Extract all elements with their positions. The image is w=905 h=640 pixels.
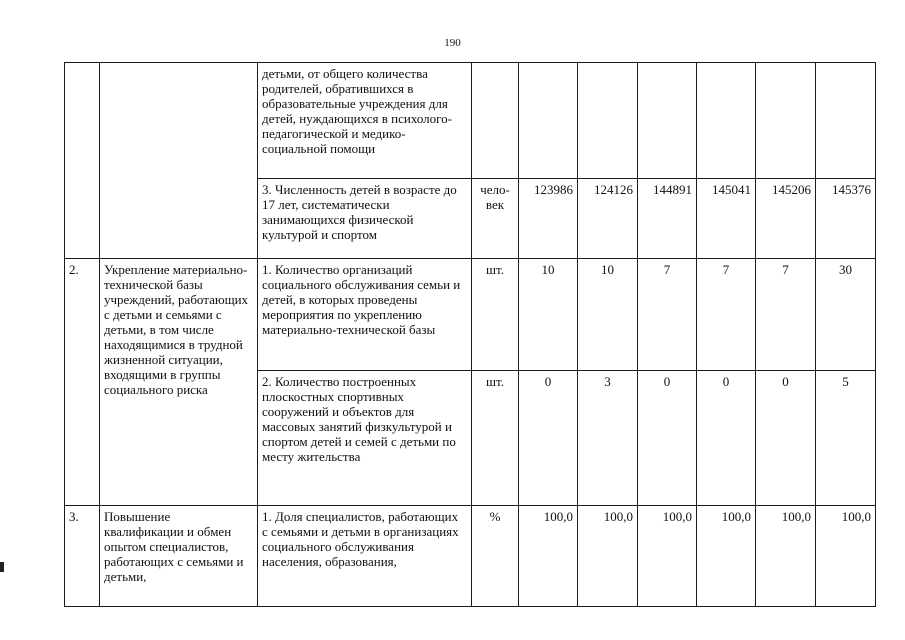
value-cell: 5 [816,371,876,506]
value-cell: 100,0 [578,506,638,607]
task-cell: Повышение квалификации и обмен опытом специалистов, работающих с семьями и детьми, [100,506,258,607]
value-cell [578,63,638,179]
value-cell: 100,0 [697,506,756,607]
value-cell: 145376 [816,179,876,259]
indicators-table [64,62,876,607]
task-cell: Укрепление материально-технической базы учреждений, работающих с детьми и семьями с детьми, в том числе находящимися в трудной жизненной ситуации, входящими в группы социального риска [100,259,258,506]
value-cell: 100,0 [638,506,697,607]
value-cell [756,63,816,179]
value-cell: 0 [519,371,578,506]
value-cell: 100,0 [756,506,816,607]
value-cell: 7 [638,259,697,371]
value-cell: 145041 [697,179,756,259]
indicator-cell: 3. Численность детей в возрасте до 17 лет, систематически занимающихся физической культурой и спортом [258,179,472,259]
scan-edge-mark [0,562,4,572]
indicator-cell: 1. Количество организаций социального обслуживания семьи и детей, в которых проведены мероприятия по укреплению материально-технической базы [258,259,472,371]
value-cell: 0 [638,371,697,506]
table-row [65,259,876,371]
unit-cell: шт. [472,259,519,371]
value-cell: 123986 [519,179,578,259]
unit-cell: % [472,506,519,607]
value-cell [816,63,876,179]
value-cell: 10 [519,259,578,371]
indicator-cell: детьми, от общего количества родителей, обратившихся в образовательные учреждения для детей, нуждающихся в психолого-педагогической и медико-социальной помощи [258,63,472,179]
value-cell: 100,0 [816,506,876,607]
indicator-cell: 2. Количество построенных плоскостных спортивных сооружений и объектов для массовых занятий физкультурой и спортом детей и семей с детьми по месту жительства [258,371,472,506]
value-cell [638,63,697,179]
table-row [65,63,876,179]
row-number-cell: 2. [65,259,100,506]
value-cell: 0 [756,371,816,506]
indicator-cell: 1. Доля специалистов, работающих с семьями и детьми в организациях социального обслуживания населения, образования, [258,506,472,607]
page-number: 190 [444,37,461,49]
value-cell: 124126 [578,179,638,259]
unit-cell: шт. [472,371,519,506]
value-cell: 7 [697,259,756,371]
value-cell: 7 [756,259,816,371]
value-cell [519,63,578,179]
value-cell: 0 [697,371,756,506]
value-cell: 30 [816,259,876,371]
value-cell: 100,0 [519,506,578,607]
task-cell [100,63,258,259]
unit-cell: чело-век [472,179,519,259]
table-row [65,506,876,607]
value-cell: 145206 [756,179,816,259]
value-cell: 3 [578,371,638,506]
row-number-cell [65,63,100,259]
value-cell [697,63,756,179]
unit-cell [472,63,519,179]
row-number-cell: 3. [65,506,100,607]
value-cell: 144891 [638,179,697,259]
value-cell: 10 [578,259,638,371]
